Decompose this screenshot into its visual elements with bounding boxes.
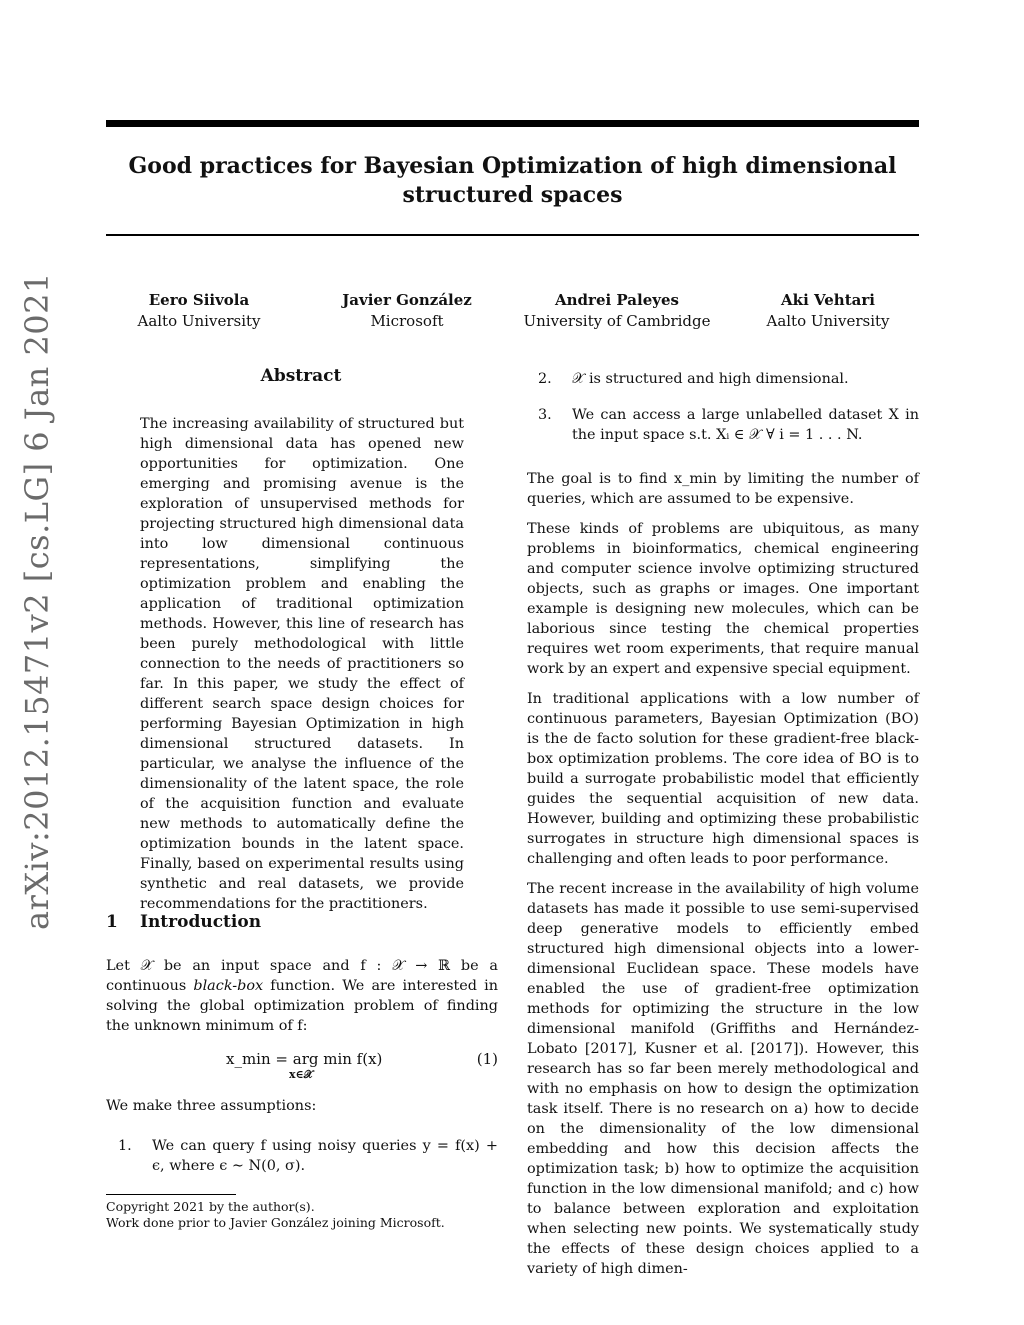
list-item	[538, 369, 919, 389]
list-text: We can query f using noisy queries y = f(x) + ϵ, where ϵ ∼ N(0, σ).	[152, 1138, 498, 1174]
author	[307, 290, 507, 332]
list-item	[538, 405, 919, 445]
footnote: Work done prior to Javier González joining Microsoft.	[106, 1215, 445, 1230]
list-number: 3.	[538, 407, 552, 423]
footnote-rule	[106, 1194, 236, 1195]
equation-1	[106, 1048, 498, 1088]
author-name: Eero Siivola	[148, 291, 250, 309]
author-name: Andrei Paleyes	[555, 291, 679, 309]
abstract-text: The increasing availability of structured but high dimensional data has opened new opportunities for optimization. One emerging and promising avenue is the exploration of unsupervised methods for projecting structured high dimensional data into low dimensional continuous representations, simplifying the optimization problem and enabling the application of traditional optimization methods. However, this line of research has been purely methodological with little connection to the needs of practitioners so far. In this paper, we study the effect of different search space design choices for performing Bayesian Optimization in high dimensional structured datasets. In particular, we analyse the influence of the dimensionality of the latent space, the role of the acquisition function and evaluate new methods to automatically define the optimization bounds in the latent space. Finally, based on experimental results using synthetic and real datasets, we provide recommendations for the practitioners.	[140, 416, 464, 912]
equation-label: (1)	[476, 1050, 498, 1068]
equation-subscript: x∈𝒳	[289, 1068, 314, 1081]
paragraph-traditional: In traditional applications with a low number of continuous parameters, Bayesian Optimization (BO) is the de facto solution for these gradient-free black-box optimization problems. The core idea of BO is to build a surrogate probabilistic model that efficiently guides the sequential acquisition of new data. However, building and optimizing these probabilistic surrogates in structure high dimensional spaces is challenging and often leads to poor performance.	[527, 691, 919, 867]
author	[517, 290, 717, 332]
footnote: Copyright 2021 by the author(s).	[106, 1199, 315, 1214]
author-affiliation: University of Cambridge	[523, 312, 711, 330]
author-list	[106, 290, 919, 340]
author	[99, 290, 299, 332]
author-name: Javier González	[342, 291, 472, 309]
list-text: We can access a large unlabelled dataset X in the input space s.t. Xᵢ ∈ 𝒳 ∀ i = 1 . . . N.	[572, 407, 919, 443]
section-number: 1	[106, 912, 118, 932]
title-bottom-rule	[106, 234, 919, 236]
author-affiliation: Aalto University	[766, 312, 890, 330]
list-text: 𝒳 is structured and high dimensional.	[572, 371, 849, 387]
list-item	[118, 1136, 498, 1176]
author-affiliation: Microsoft	[370, 312, 444, 330]
equation-body: x_min = arg min f(x)	[226, 1050, 383, 1068]
section-title: Introduction	[140, 912, 262, 932]
paragraph-goal: The goal is to find x_min by limiting the number of queries, which are assumed to be expensive.	[527, 471, 919, 507]
author	[728, 290, 928, 332]
intro-text: function. We are interested in solving the global optimization problem of finding the unknown minimum of f:	[106, 978, 498, 1034]
abstract-heading: Abstract	[260, 366, 342, 386]
paragraph-problems: These kinds of problems are ubiquitous, as many problems in bioinformatics, chemical engineering and computer science involve optimizing structured objects, such as graphs or images. One important example is designing new molecules, which can be laborious since testing the chemical properties requires wet room experiments, that require manual work by an expert and expensive special equipment.	[527, 521, 919, 677]
intro-paragraph	[106, 956, 498, 1036]
title-top-rule	[106, 120, 919, 127]
author-name: Aki Vehtari	[781, 291, 875, 309]
arxiv-identifier: arXiv:2012.15471v2 [cs.LG] 6 Jan 2021	[18, 272, 56, 930]
list-number: 1.	[118, 1138, 132, 1154]
assumptions-lead: We make three assumptions:	[106, 1098, 317, 1114]
paragraph-recent: The recent increase in the availability of high volume datasets has made it possible to use semi-supervised deep generative models to efficiently embed structured high dimensional objects into a lower-dimensional Euclidean space. These models have enabled the use of gradient-free optimization methods for optimizing the structure in the low dimensional manifold (Griffiths and Hernández-Lobato [2017], Kusner et al. [2017]). However, this research has so far been merely methodological and with no emphasis on how to design the optimization task itself. There is no research on a) how to decide on the dimensionality of the low dimensional embedding and how this decision affects the optimization task; b) how to optimize the acquisition function in the low dimensional manifold; and c) how to balance between exploration and exploitation when selecting new points. We systematically study the effects of these design choices applied to a variety of high dimen-	[527, 881, 919, 1277]
section-heading	[106, 912, 261, 932]
intro-text: Let 𝒳 be an input space and f : 𝒳 → ℝ be a continuous	[106, 958, 498, 994]
intro-emphasis: black-box	[193, 978, 264, 994]
paper-title: Good practices for Bayesian Optimization of high dimensional structured spaces	[128, 153, 897, 208]
author-affiliation: Aalto University	[137, 312, 261, 330]
list-number: 2.	[538, 371, 552, 387]
